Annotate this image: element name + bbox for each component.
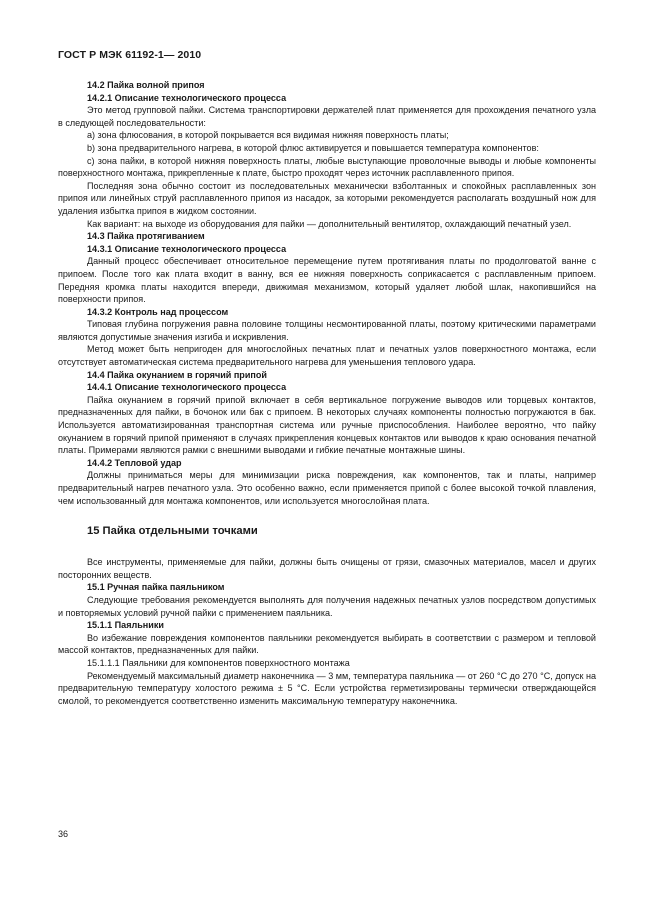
chapter-heading-15: 15 Пайка отдельными точками	[87, 525, 258, 538]
paragraph: Типовая глубина погружения равна половине толщины несмонтированной платы, поэтому критическими параметрами являются допустимые значения изгиба и искривления.	[58, 319, 596, 342]
subsubsection-heading-15-1-1-1: 15.1.1.1 Паяльники для компонентов поверхностного монтажа	[87, 657, 350, 668]
paragraph: Как вариант: на выходе из оборудования для пайки — дополнительный вентилятор, охлаждающий печатный узел.	[87, 218, 572, 229]
paragraph: Метод может быть непригоден для многослойных печатных плат и печатных узлов поверхностного монтажа, если отсутствует автоматическая система предварительного нагрева для уменьшения теплового удара.	[58, 344, 596, 368]
paragraph: Должны приниматься меры для минимизации риска повреждения, как компонентов, так и платы, например предварительный нагрев печатного узла. Это особенно важно, если применяется припой с более высокой точкой плавления, чем использованный для монтажа компонентов, или используется многослойная плата.	[58, 470, 596, 506]
paragraph: Последняя зона обычно состоит из последовательных механически взболтанных и спокойных расплавленных зон припоя или линейных струй расплавленного припоя из насадок, за которыми рекомендуется располагать воздушный нож для удаления избытка припоя в жидком состоянии.	[58, 180, 596, 216]
section-heading-14-3: 14.3 Пайка протягиванием	[87, 231, 205, 242]
paragraph: Пайка окунанием в горячий припой включает в себя вертикальное погружение выводов или торцевых контактов, предназначенных для пайки, в бочонок или бак с припоем. В некоторых случаях компоненты полностью погружаются в бак. Используется автоматизированная транспортная система или ручные приспособления. Наиболее вероятно, что пайку окунанием в горячий припой применяют в случаях прикрепления концевых контактов или выводов к краю основания печатной платы. Примерами являются рамки с внешними выводами и гибкие печатные монтажные шины.	[58, 394, 596, 456]
subsection-heading-14-2-1: 14.2.1 Описание технологического процесса	[87, 92, 287, 103]
paragraph: Следующие требования рекомендуется выполнять для получения надежных печатных узлов посредством допустимых и повторяемых условий ручной пайки с применением паяльника.	[58, 594, 596, 618]
subsection-heading-15-1-1: 15.1.1 Паяльники	[87, 620, 164, 631]
document-header: ГОСТ Р МЭК 61192-1— 2010	[58, 49, 202, 61]
section-heading-15-1: 15.1 Ручная пайка паяльником	[87, 582, 225, 593]
paragraph: Во избежание повреждения компонентов паяльники рекомендуется выбирать в соответствии с размером и тепловой массой контактов, предназначенных для пайки.	[58, 632, 596, 656]
paragraph: Рекомендуемый максимальный диаметр наконечника — 3 мм, температура паяльника — от 260 °С до 270 °С, допуск на предварительную температуру холостого режима ± 5 °С. Если устройства герметизированы термически отверждающейся смолой, то рекомендуется соответственно изменить максимальную температуру наконечника.	[58, 670, 596, 706]
document-body	[58, 79, 596, 707]
paragraph: Это метод групповой пайки. Система транспортировки держателей плат применяется для прохождения печатного узла в следующей последовательности:	[58, 105, 596, 128]
paragraph: Данный процесс обеспечивает относительное перемещение путем протягивания платы по продолговатой ванне с припоем. После того как плата входит в ванну, вся ее нижняя поверхность соприкасается с расплавленным припоем. Передняя кромка платы находится впереди, движимая механизмом, который удаляет любой шлак, накопившийся на поверхности припоя.	[58, 256, 596, 305]
subsection-heading-14-3-1: 14.3.1 Описание технологического процесса	[87, 243, 287, 254]
section-heading-14-2: 14.2 Пайка волной припоя	[87, 80, 205, 90]
list-item-b: b) зона предварительного нагрева, в которой флюс активируется и повышается температура компонентов:	[87, 142, 539, 153]
paragraph: Все инструменты, применяемые для пайки, должны быть очищены от грязи, смазочных материалов, масел и других посторонних веществ.	[58, 557, 596, 580]
subsection-heading-14-4-1: 14.4.1 Описание технологического процесса	[87, 382, 287, 393]
subsection-heading-14-4-2: 14.4.2 Тепловой удар	[87, 457, 182, 468]
list-item-a: а) зона флюсования, в которой покрывается вся видимая нижняя поверхность платы;	[87, 130, 449, 141]
subsection-heading-14-3-2: 14.3.2 Контроль над процессом	[87, 306, 229, 317]
section-heading-14-4: 14.4 Пайка окунанием в горячий припой	[87, 369, 267, 380]
page-number: 36	[58, 829, 69, 839]
list-item-c: с) зона пайки, в которой нижняя поверхность платы, любые выступающие проволочные выводы и любые компоненты поверхностного монтажа, прикрепленные к плате, быстро проходят через источник расплавленного припоя.	[58, 155, 596, 179]
